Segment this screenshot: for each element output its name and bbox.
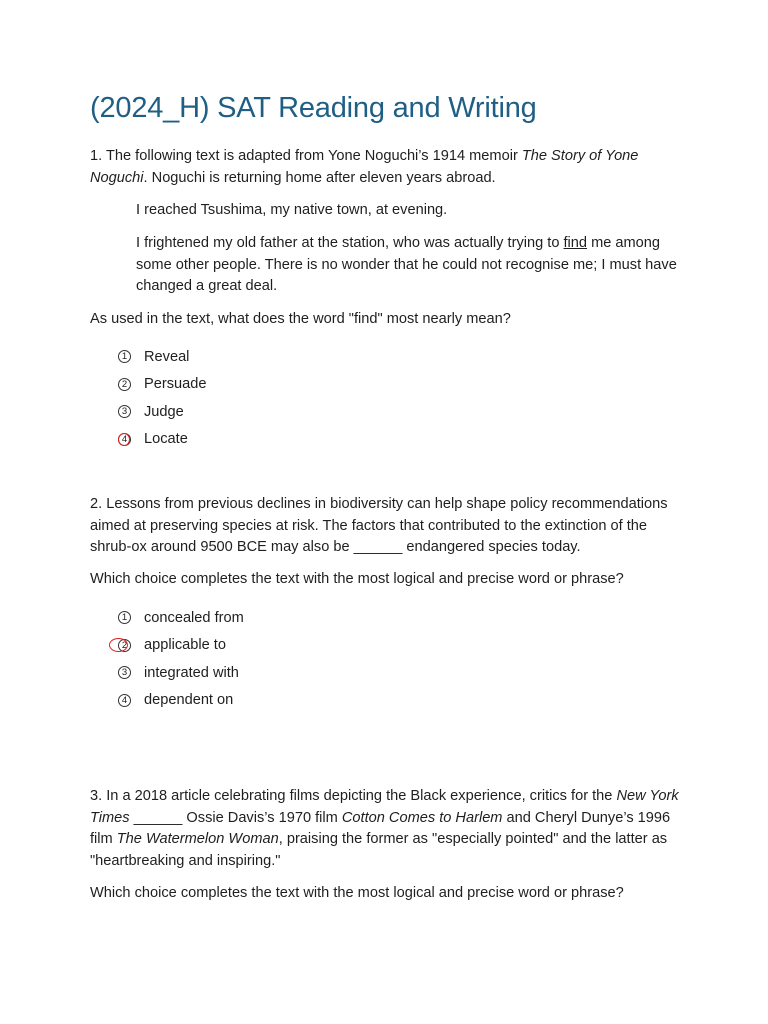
option-1-reveal[interactable]: 1 Reveal <box>118 343 206 371</box>
page-title: (2024_H) SAT Reading and Writing <box>90 92 537 124</box>
underlined-word: find <box>563 235 588 251</box>
question-3-prompt: Which choice completes the text with the most logical and precise word or phrase? <box>90 885 624 901</box>
question-1-quote-1: I reached Tsushima, my native town, at evening. <box>136 202 448 218</box>
question-1-quote-2: I frightened my old father at the station, who was actually trying to find me among some other people. There is no wonder that he could not recognise me; I must have changed a great deal. <box>136 235 677 295</box>
option-2-persuade[interactable]: 2 Persuade <box>118 371 206 399</box>
question-2-intro: 2. Lessons from previous declines in biodiversity can help shape policy recommendations aimed at preserving species at risk. The factors that contributed to the extinction of the shrub-ox around 9500 BCE may also be ______ endangered species today. <box>90 496 668 556</box>
memoir-title: The Story of Yone Noguchi <box>90 148 639 186</box>
option-number-icon: 2 <box>118 378 131 391</box>
option-3-integrated-with[interactable]: 3 integrated with <box>118 659 244 687</box>
option-4-locate[interactable]: 4 Locate <box>118 426 206 454</box>
option-number-icon: 4 <box>118 694 131 707</box>
question-3-intro: 3. In a 2018 article celebrating films depicting the Black experience, critics for the New York Times ______ Ossie Davis’s 1970 film Cotton Comes to Harlem and Cheryl Dunye’s 1996 film The Watermelon Woman, praising the former as "especially pointed" and the latter as "heartbreaking and inspiring." <box>90 788 679 869</box>
question-1-prompt: As used in the text, what does the word "find" most nearly mean? <box>90 311 511 327</box>
option-number-icon: 1 <box>118 350 131 363</box>
option-number-icon: 1 <box>118 611 131 624</box>
option-number-icon: 3 <box>118 405 131 418</box>
option-number-icon: 3 <box>118 666 131 679</box>
question-2-options <box>118 604 244 714</box>
option-2-applicable-to[interactable]: 2 applicable to <box>118 632 244 660</box>
question-2-prompt: Which choice completes the text with the most logical and precise word or phrase? <box>90 571 624 587</box>
option-number-icon: 2 <box>118 639 131 652</box>
option-4-dependent-on[interactable]: 4 dependent on <box>118 687 244 715</box>
option-3-judge[interactable]: 3 Judge <box>118 398 206 426</box>
question-1-intro: 1. The following text is adapted from Yone Noguchi’s 1914 memoir The Story of Yone Noguchi. Noguchi is returning home after eleven years abroad. <box>90 148 639 186</box>
option-1-concealed-from[interactable]: 1 concealed from <box>118 604 244 632</box>
question-1-options <box>118 343 206 453</box>
option-number-icon: 4 <box>118 433 131 446</box>
